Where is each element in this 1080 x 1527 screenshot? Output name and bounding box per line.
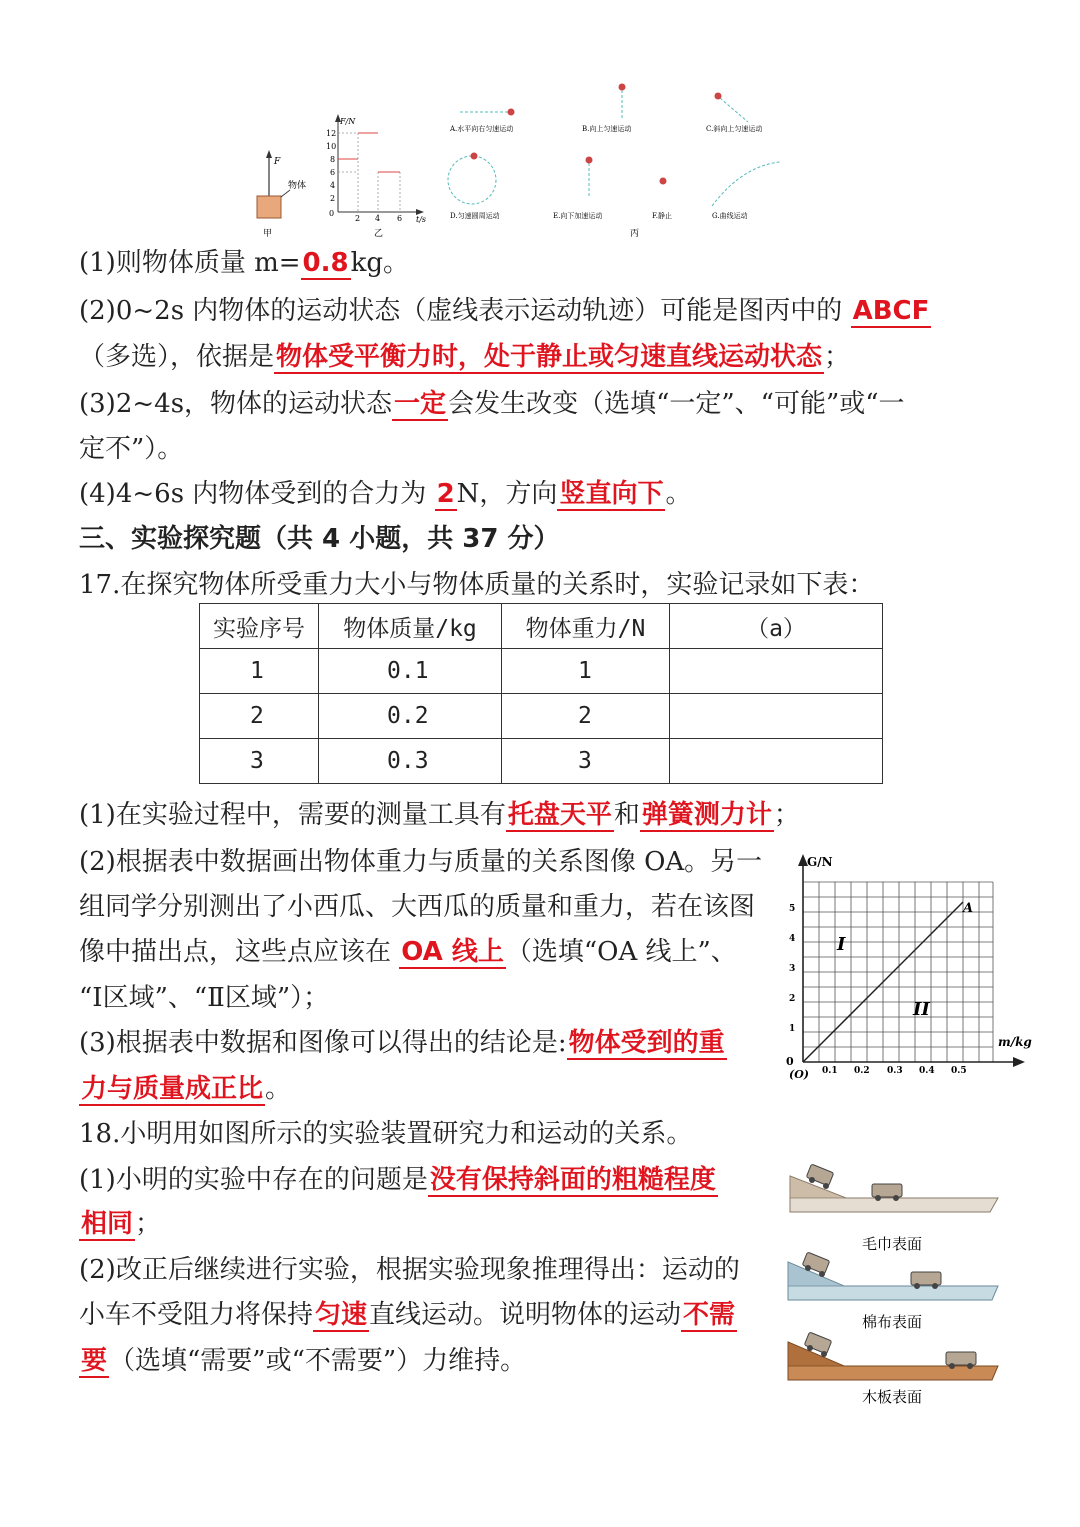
graph-x-axis-label: m/kg (998, 1035, 1032, 1049)
yi-ytick: 4 (330, 181, 336, 190)
q16-part3-line2: 定不”）。 (79, 434, 184, 464)
q16-part2-line2: （多选），依据是物体受平衡力时，处于静止或匀速直线运动状态； (79, 342, 851, 372)
graph-xtick: 0.3 (887, 1066, 903, 1076)
option-a: A.水平向右匀速运动 (450, 125, 514, 133)
section-title: 三、实验探究题（共 4 小题，共 37 分） (79, 524, 560, 554)
yi-ytick: 10 (326, 142, 337, 151)
option-b: B.向上匀速运动 (582, 125, 632, 133)
q17-part2-line1: (2)根据表中数据画出物体重力与质量的关系图像 OA。另一 (79, 847, 763, 877)
graph-xtick: 0.4 (919, 1066, 935, 1076)
q18-part2-line3: 要（选填“需要”或“不需要”）力维持。 (81, 1346, 527, 1376)
graph-ytick: 4 (789, 934, 796, 944)
answer-spring-scale: 弹簧测力计 (641, 800, 772, 830)
graph-xtick: 0.2 (854, 1066, 870, 1076)
surface-label-towel: 毛巾表面 (862, 1235, 923, 1253)
q18-part2-line1: (2)改正后继续进行实验，根据实验现象推理得出：运动的 (79, 1255, 740, 1285)
answer-uniform: 匀速 (315, 1300, 368, 1330)
answer-oa-line: OA 线上 (401, 937, 504, 967)
object-label: 物体 (288, 181, 307, 191)
option-c: C.斜向上匀速运动 (706, 125, 763, 133)
q17-part3-line2: 力与质量成正比。 (81, 1074, 292, 1104)
option-g: G.曲线运动 (712, 212, 748, 220)
graph-ytick: 2 (789, 994, 796, 1004)
yi-y-axis-label: F/N (340, 117, 356, 126)
q17-part2-line4: “Ⅰ区域”、“Ⅱ区域”）； (79, 983, 330, 1013)
q18-part1-line2: 相同； (81, 1209, 162, 1239)
table-header: 物体质量/kg (319, 604, 502, 649)
graph-ytick: 5 (789, 904, 796, 914)
line-a-label: A (963, 901, 974, 916)
cotton-surface-setup (788, 1252, 998, 1331)
q17-part3-line1: (3)根据表中数据和图像可以得出的结论是:物体受到的重 (79, 1028, 725, 1058)
weight-mass-graph (783, 850, 1038, 1080)
q17-data-table (199, 603, 883, 784)
wood-surface-setup (788, 1332, 998, 1406)
table-header: （a） (670, 604, 883, 649)
graph-origin-label: (O) (789, 1068, 809, 1080)
region-1-label: I (837, 934, 846, 955)
table-row: 1 0.1 1 (200, 649, 883, 694)
answer-not-needed-2: 要 (81, 1346, 108, 1376)
graph-zero-label: 0 (786, 1055, 794, 1068)
q16-part1: (1)则物体质量 m=0.8kg。 (79, 248, 410, 278)
q16-part4: (4)4~6s 内物体受到的合力为 2N，方向竖直向下。 (79, 479, 692, 509)
yi-ytick: 6 (330, 168, 336, 177)
q18-part1-line1: (1)小明的实验中存在的问题是没有保持斜面的粗糙程度 (79, 1165, 716, 1195)
graph-ytick: 3 (789, 964, 796, 974)
q18-part2-line2: 小车不受阻力将保持匀速直线运动。说明物体的运动不需 (79, 1300, 736, 1330)
yi-ytick: 2 (330, 194, 336, 203)
option-e: E.向下加速运动 (553, 212, 603, 220)
yi-xtick: 6 (397, 214, 403, 223)
surface-label-cotton: 棉布表面 (862, 1313, 923, 1331)
ramp-experiment-figure (786, 1150, 1001, 1415)
graph-xtick: 0.5 (951, 1066, 967, 1076)
towel-surface-setup (790, 1164, 998, 1253)
table-row: 2 0.2 2 (200, 694, 883, 739)
answer-direction: 竖直向下 (559, 479, 664, 509)
region-2-label: II (913, 999, 930, 1020)
table-row: 3 0.3 3 (200, 739, 883, 784)
q18-stem: 18.小明用如图所示的实验装置研究力和运动的关系。 (79, 1119, 693, 1149)
answer-conclusion-2: 力与质量成正比 (81, 1074, 264, 1104)
figure-jia (257, 150, 306, 239)
yi-x-axis-label: t/s (416, 215, 427, 224)
answer-net-force: 2 (436, 479, 455, 509)
answer-certain: 一定 (394, 389, 447, 419)
answer-problem-1: 没有保持斜面的粗糙程度 (429, 1165, 716, 1195)
option-f: F.静止 (652, 212, 672, 220)
q17-stem: 17.在探究物体所受重力大小与物体质量的关系时，实验记录如下表： (79, 570, 875, 600)
answer-balance: 托盘天平 (507, 800, 612, 830)
table-header-row (200, 604, 883, 649)
q16-part2-line1: (2)0~2s 内物体的运动状态（虚线表示运动轨迹）可能是图丙中的 ABCF (79, 296, 930, 326)
figure-bing-motion-options (448, 84, 780, 240)
answer-conclusion-1: 物体受到的重 (568, 1028, 725, 1058)
yi-ytick: 12 (326, 129, 337, 138)
graph-ytick: 1 (789, 1024, 796, 1034)
q17-part2-line2: 组同学分别测出了小西瓜、大西瓜的质量和重力，若在该图 (79, 892, 756, 922)
q17-part2-line3: 像中描出点，这些点应该在 OA 线上（选填“OA 线上”、 (79, 937, 737, 967)
graph-xtick: 0.1 (822, 1066, 838, 1076)
figure-jia-label: 甲 (263, 229, 273, 239)
graph-y-axis-label: G/N (807, 855, 833, 869)
force-f-label: F (274, 157, 281, 167)
q17-part1: (1)在实验过程中，需要的测量工具有托盘天平和弹簧测力计； (79, 800, 800, 830)
table-header: 物体重力/N (502, 604, 670, 649)
answer-mass: 0.8 (302, 248, 349, 278)
yi-xtick: 4 (375, 214, 381, 223)
answer-problem-2: 相同 (81, 1209, 134, 1239)
figure-bing-label: 丙 (630, 229, 640, 239)
yi-xtick: 2 (355, 214, 361, 223)
surface-label-wood: 木板表面 (862, 1388, 923, 1406)
answer-not-needed-1: 不需 (683, 1300, 736, 1330)
option-d: D.匀速圆周运动 (450, 212, 500, 220)
figure-yi-label: 乙 (374, 229, 384, 239)
answer-abcf: ABCF (852, 296, 930, 326)
figure-yi-force-time-graph (326, 114, 426, 239)
q16-part3-line1: (3)2~4s，物体的运动状态一定会发生改变（选填“一定”、“可能”或“一 (79, 389, 905, 419)
motion-figure (250, 78, 810, 240)
yi-origin: 0 (329, 209, 335, 218)
yi-ytick: 8 (330, 155, 336, 164)
answer-basis: 物体受平衡力时，处于静止或匀速直线运动状态 (276, 342, 823, 372)
table-header: 实验序号 (200, 604, 319, 649)
